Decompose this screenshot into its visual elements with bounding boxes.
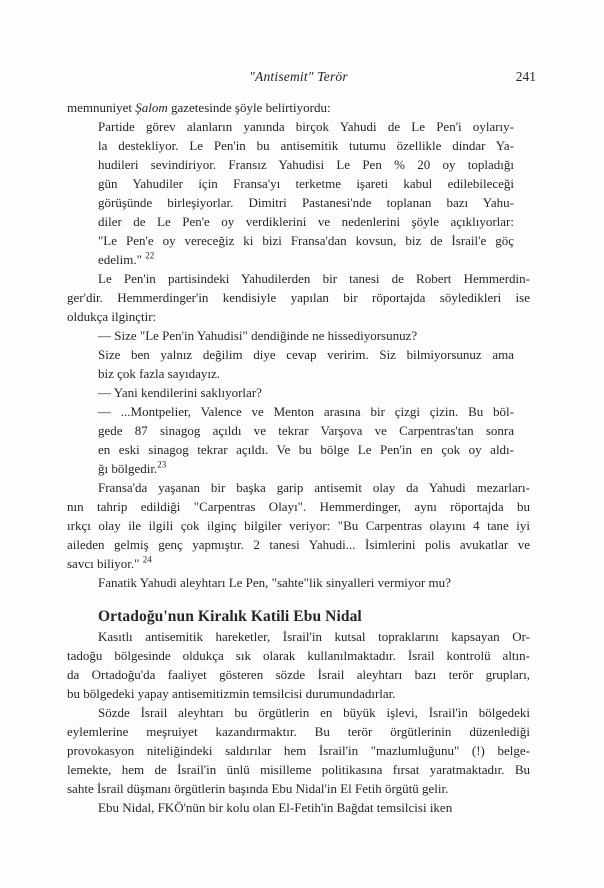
text-line: Ebu Nidal, FKÖ'nün bir kolu olan El-Fetih'in Bağdat temsilcisi iken bbox=[98, 800, 453, 815]
paragraph bbox=[67, 627, 530, 703]
page-content bbox=[67, 98, 530, 817]
text-line: la destekliyor. Le Pen'in bu antisemitik tutumu özellikle dindar Ya- bbox=[98, 138, 514, 153]
text-line: Kasıtlı antisemitik hareketler, İsrail'in kutsal topraklarını kapsayan Or- bbox=[98, 629, 530, 644]
text-line: — ...Montpelier, Valence ve Menton arasına bir çizgi çizin. Bu böl- bbox=[98, 404, 514, 419]
text-line: tadoğu bölgesinde oldukça sık olarak kullanılmaktadır. İsrail kontrolü altın- bbox=[67, 648, 530, 663]
text-line: nın tahrip edildiği "Carpentras Olayı". Hemmerdinger, aynı röportajda bu bbox=[67, 499, 530, 514]
footnote-ref: 24 bbox=[142, 554, 152, 565]
footnote-ref: 22 bbox=[145, 250, 155, 261]
page-number: 241 bbox=[515, 69, 536, 84]
text-line: Partide görev alanların yanında birçok Yahudi de Le Pen'i oylarıy- bbox=[98, 119, 514, 134]
text-line: memnuniyet Şalom gazetesinde şöyle belirtiyordu: bbox=[67, 100, 331, 115]
text-line: diler de Le Pen'e oy verdiklerini ve nedenlerini şöyle açıklıyorlar: bbox=[98, 214, 514, 229]
text-line: "Le Pen'e oy vereceğiz ki bizi Fransa'dan kovsun, biz de İsrail'e göç bbox=[98, 233, 514, 248]
text-line: Size ben yalnız değilim diye cevap veririm. Siz bilmiyorsunuz ama bbox=[98, 347, 514, 362]
text-line: ırkçı olay ile ilgili çok ilginç bilgiler veriyor: "Bu Carpentras olayını 4 tane iyi bbox=[67, 518, 530, 533]
text-line: sahte İsrail düşmanı örgütlerin başında Ebu Nidal'in El Fetih örgütü gelir. bbox=[67, 781, 449, 796]
text-line: Fanatik Yahudi aleyhtarı Le Pen, "sahte"lik sinyalleri vermiyor mu? bbox=[98, 575, 451, 590]
dialog-answer bbox=[98, 402, 514, 478]
dialog-answer bbox=[98, 345, 514, 383]
text-line: Le Pen'in partisindeki Yahudilerden bir tanesi de Robert Hemmerdin- bbox=[98, 271, 530, 286]
text-line: provokasyon niteliğindeki saldırılar hem İsrail'in "mazlumluğunu" (!) belge- bbox=[67, 743, 530, 758]
dialog-line bbox=[98, 326, 514, 345]
section-heading: Ortadoğu'nun Kiralık Katili Ebu Nidal bbox=[98, 608, 362, 625]
paragraph bbox=[67, 478, 530, 573]
text-line: lemekte, hem de İsrail'in ünlü misilleme politikasına fırsat yaratmaktadır. Bu bbox=[67, 762, 530, 777]
text-line: Sözde İsrail aleyhtarı bu örgütlerin en büyük işlevi, İsrail'in bölgedeki bbox=[98, 705, 530, 720]
paragraph-continuation bbox=[67, 98, 530, 117]
text-line: oldukça ilginçtir: bbox=[67, 309, 157, 324]
text-line: hudileri sevindiriyor. Fransız Yahudisi Le Pen % 20 oy topladığı bbox=[98, 157, 514, 172]
text-line: en eski sinagog tekrar açıldı. Ve bu bölge Le Pen'in en çok oy aldı- bbox=[98, 442, 514, 457]
text-line: gün Yahudiler için Fransa'yı terketme işareti kabul edilebileceği bbox=[98, 176, 514, 191]
text-line: ger'dir. Hemmerdinger'in kendisiyle yapılan bir röportajda söyledikleri ise bbox=[67, 290, 530, 305]
paragraph bbox=[67, 703, 530, 798]
text-line: Fransa'da yaşanan bir başka garip antisemit olay da Yahudi mezarları- bbox=[98, 480, 530, 495]
text-line: biz çok fazla sayıdayız. bbox=[98, 366, 220, 381]
text-line: görüşünde birleşiyorlar. Dimitri Pastanesi'nde toplanan bazı Yahu- bbox=[98, 195, 514, 210]
text-line: bu bölgedeki yapay antisemitizmin temsilcisi durumundadırlar. bbox=[67, 686, 396, 701]
text-line: eylemlerine meşruiyet kazandırmaktır. Bu terör örgütlerinin düzenlediği bbox=[67, 724, 530, 739]
italic-text: Şalom bbox=[135, 100, 168, 115]
text-line: savcı biliyor." $^{24}$ bbox=[67, 554, 152, 571]
footnote-ref: 23 bbox=[157, 459, 167, 470]
text-line: gede 87 sinagog açıldı ve tekrar Varşova ve Carpentras'tan sonra bbox=[98, 423, 514, 438]
text-line: — Yani kendilerini saklıyorlar? bbox=[98, 385, 262, 400]
page-header bbox=[67, 69, 536, 85]
text-line: — Size "Le Pen'in Yahudisi" dendiğinde ne hissediyorsunuz? bbox=[98, 328, 418, 343]
text-line: aileden gelmiş genç yapmıştır. 2 tanesi Yahudi... İsimlerini polis avukatlar ve bbox=[67, 537, 530, 552]
paragraph bbox=[67, 798, 530, 817]
text-line: edelim." $^{22}$ bbox=[98, 250, 155, 267]
paragraph bbox=[67, 269, 530, 326]
running-title: "Antisemit" Terör bbox=[249, 69, 348, 84]
text-line: da Ortadoğu'da faaliyet gösteren sözde İsrail aleyhtarı bazı terör grupları, bbox=[67, 667, 530, 682]
paragraph bbox=[67, 573, 530, 592]
dialog-line bbox=[98, 383, 514, 402]
text-line: ğı bölgedir.$^{23}$ bbox=[98, 459, 167, 476]
block-quote bbox=[98, 117, 514, 269]
